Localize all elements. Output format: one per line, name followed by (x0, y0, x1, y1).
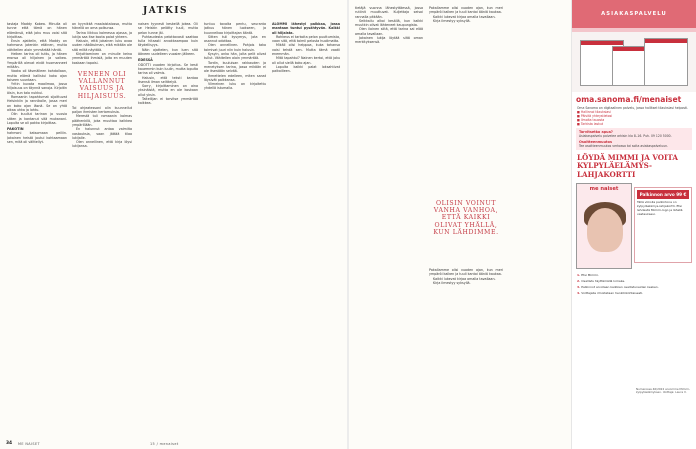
article-paragraph: Tarina liikkuu kolmessa ajassa, ja lukija saa itse koota palat yhteen. (72, 30, 132, 39)
ad-contact-title: Osoitteenmuutos (579, 140, 612, 144)
column-2-after (72, 106, 132, 149)
article-paragraph: tastaja Maddy Kobea. Minulla oli tunne että tämä on hänen elämänsä, eikä joku muu voisi sitä kirjoittaa. (7, 22, 67, 39)
subheading-pakotin: PAKOTIN (7, 127, 24, 132)
article-paragraph: Merestä tuli romaanin kolmas päähenkilö, joka muuttaa kaikkea ympärillään. (72, 114, 132, 127)
ad-benefit-item: ■ Ilmoita tauosta (577, 118, 605, 122)
column-2-paragraphs (72, 22, 132, 65)
customer-service-ad (571, 0, 696, 449)
article-paragraph: Kirja ilmestyy syksyllä. (433, 280, 471, 285)
prize-box (634, 187, 692, 263)
ad-help-text: Asiakaspalvelu palvelee arkisin klo 8–16. Puh. 09 120 5000. (579, 134, 672, 138)
article-paragraph: hahmoni katsomaan peiliin. Jokainen heistä joutui kohtaamaan sen, mitä oli välttellyt. (7, 131, 67, 145)
page-number-left: 34 (6, 441, 13, 446)
contest-step-number: 4. (577, 290, 582, 295)
contest-step-number: 3. (577, 284, 582, 289)
right-article-column-3 (429, 268, 503, 418)
magazine-cover-image (576, 183, 632, 269)
pullquote: VENEEN OLI VALLANNUT VAISUUS JA HILJAISUUS. (77, 70, 127, 100)
article-paragraph: Ihmettelen edelleen, miten sanat löysivät paikkansa. (204, 73, 266, 82)
ad-intro: Oma Sanoma on digitaalinen palvelu, jossa hallitset tilauksiasi helposti. (577, 106, 689, 110)
article-paragraph: Kaikki lukevat kirjaa omalla tavallaan. (433, 14, 496, 19)
article-paragraph: Mitä tapahtui? Nainen kertoi, että joku oli ollut siellä koko ajan. (272, 56, 340, 65)
ad-contact-text: Tee osoitteenmuutos verkossa tai soita asiakaspalveluun. (579, 144, 669, 148)
ad-benefit-list (572, 110, 696, 126)
section-title: JATKIS (143, 6, 188, 16)
ad-url[interactable]: oma.sanoma.fi/menaiset (576, 95, 682, 104)
article-paragraph: Ensin ajattelin, että Maddy on hahmona jotenkin etäinen, mutta vähitellen aloin ymmärtää häntä. (7, 39, 67, 52)
article-paragraph: Heiken tarina oli tuttu, ja hänen eronsa oli hiljainen ja vaikea. Ympärillä olevat eivät huomanneet mitään. (7, 52, 67, 69)
contest-steps (572, 273, 696, 296)
article-paragraph: Rohkeus ei tarkoita pelon puuttumista, vaan sitä, että toimii pelosta huolimatta. (272, 34, 340, 44)
ad-header: ASIAKASPALVELU (572, 0, 696, 28)
article-paragraph: Halusin, että jokainen luku avaa uuden näkökulman, eikä mikään ole sitä miltä näyttää. (72, 39, 132, 52)
article-paragraph: Tordin, kuuluisan rakkauden ja menetyksen tarina, jossa mikään ei ole itsestään selvää. (204, 60, 266, 74)
article-paragraph: Jokainen lukija löytää siitä oman merkityksensä. (355, 36, 423, 45)
contest-step-text: Palkinnot arvotaan kaikkien osallistuneiden kesken. (581, 284, 659, 289)
article-column-1 (7, 22, 67, 427)
right-article-column-1 (355, 6, 423, 426)
ad-help-title: Tarvitsetko apua? (579, 130, 613, 134)
article-paragraph: Sitten tuli kysymys, jota en osannut odottaa. (204, 34, 266, 44)
article-paragraph: Kysyin, onko hän, jolta pelit olivat tullut. Vähitellen aloin ymmärtää. (204, 52, 266, 61)
ad-help-band (576, 128, 692, 150)
article-paragraph: Kirjoittaminen on minulle keino ymmärtää ihmisiä, joita en muuten koskaan tapaisi. (72, 52, 132, 65)
article-column-2 (72, 22, 132, 427)
subheading-edessa: EDESSÄ (138, 58, 153, 63)
article-paragraph: Pakallamme olisi vuoden ajan, kun meri ympäröi kaiken ja tuuli kantoi ääniä kaukaa. (429, 6, 503, 15)
left-page (0, 0, 347, 449)
article-paragraph: Kirja ilmestyy syksyllä. (433, 18, 471, 23)
prize-text: Tällä viikolla palkintona on kylpyläelämys-lahjakortti. Etsi lehdestä Mimmi-logo ja lähetä vastauksesi. (637, 200, 683, 216)
article-paragraph: Näin ajattelen, kun luen sitä ääneen uudelleen vuosien jälkeen. (138, 47, 198, 57)
magazine-thumbnail (644, 38, 688, 86)
article-column-3 (138, 22, 198, 427)
contest-step-number: 2. (577, 279, 582, 284)
article-paragraph: Sorry, kirjoittaminen on aina yksinäistä, mutta en ole koskaan ollut yksin. (138, 84, 198, 97)
article-paragraph: Olen iloinen siitä, että tarina sai elää omalla tavallaan. (355, 27, 423, 36)
article-paragraph: Halusin, että teksti kantaa itsensä ilman selittelyä. (138, 75, 198, 84)
footer-magazine-name: ME NAISET (18, 442, 40, 446)
article-paragraph: Seikkailu alkoi kesällä, kun kaikki muutkin olivat lähteneet kaupungista. (355, 18, 423, 28)
column-1-paragraphs (7, 22, 67, 125)
article-paragraph: Vaaka oli täsmälleen kohdallaan, mutta elämä kallistui koko ajan toiseen suuntaan. (7, 69, 67, 82)
article-paragraph: ODOTTI vuoden kirjoitus. Se kesti kauemmin kuin luulin, mutta lopulta tarina oli valmis. (138, 62, 198, 76)
contest-step-number: 1. (577, 273, 582, 278)
article-paragraph: Olen onnellinen, että kirja löysi lukijansa. (72, 140, 132, 149)
article-paragraph: Viimeinen luku on kirjoitettu yhdellä istumalla. (204, 82, 266, 91)
prize-value: Palkinnon arvo 99 € (637, 190, 689, 199)
contest-fine-print: Numerossa 46/2022 arvomme Mimmi-kylpyläelämyksen. Voittaja: Laura V. (636, 387, 690, 395)
article-paragraph: tuntuu tavalta pentu, seuranta jatkuu hänen luokseen, ja kuunnelkaa kirjoittajan ääntä. (204, 22, 266, 35)
article-column-4 (204, 22, 266, 427)
right-column-2-paragraphs (429, 6, 503, 23)
column-3-paragraphs (138, 22, 198, 56)
right-article-column-2 (429, 6, 503, 196)
contest-title: LÖYDÄ MIMMI JA VOITA KYLPYLÄELÄMYS-LAHJAKORTTI (577, 153, 678, 179)
article-paragraph: En halunnut antaa valmiita vastauksia, vaan jättää tilaa lukijalle. (72, 127, 132, 140)
column-3-after (138, 63, 198, 106)
article-paragraph: tietäjä vuonna lähestyttäessä, jossa rutiinit muuttuvat. Kuljettaja seisoi rannalla pitkään. (355, 6, 423, 19)
contest-step-text: Osallistu täyttämällä lomake. (581, 279, 626, 284)
ad-benefit-item: ■ Päivitä yhteystietosi (577, 114, 613, 118)
article-paragraph: Pakallamme olisi vuoden ajan, kun meri ympäröi kaiken ja tuuli kantoi ääniä kaukaa. (429, 268, 503, 277)
column-1-after (7, 131, 67, 144)
contest-step (572, 291, 696, 297)
column-4-paragraphs (204, 22, 266, 91)
right-column-1-paragraphs (355, 6, 423, 45)
contest-step-text: Etsi Mimmi. (581, 273, 599, 278)
article-paragraph: on kyynikkä maalaistalossa, mutta hänellä on oma polkunsa. (72, 22, 132, 31)
ad-magazines-image (572, 32, 696, 92)
article-paragraph: Olen onnellinen. Pohjois tako toimivat juuri niin kuin halusin. (204, 43, 266, 52)
article-paragraph: Kaikki lukevat kirjaa omalla tavallaan. (433, 276, 496, 281)
contest-step-text: Voittajalle ilmoitetaan henkilökohtaisesti. (581, 290, 644, 295)
article-column-5 (272, 22, 340, 427)
column-5-paragraphs (272, 22, 340, 74)
article-paragraph: Olin kuullut tarinan jo vuosia sitten ja kantanut sitä mukanani. Lopulta se oli pakko kirjoittaa. (7, 112, 67, 125)
article-paragraph: Lopulta kaikki palat loksahtivat paikoilleen. (272, 64, 340, 74)
article-paragraph: Toi ohjeatessani olin kuunnellut paljon ihmisten kertomuksia. (72, 105, 132, 115)
article-paragraph: Yritin kuvata maailmaa, jossa hiljaisuus on täynnä sanoja. Kirjoitin öisin, kun talo nukkui. (7, 82, 67, 95)
right-pullquote: OLISIN VOINUT VANHA VANHOA, ETTÄ KAIKKI OLIVAT YHÄLLÄ, KUN LÄHDIMME. (433, 200, 499, 236)
footer-center: 15 / menaiset (150, 442, 179, 446)
ad-benefit-item: ■ Tarkista laskut (577, 122, 604, 126)
ad-benefit-item: ■ Hallinnoi tilauksiasi (577, 110, 611, 114)
article-paragraph: Taiteilijan ei tarvitse ymmärtää kaikkea. (138, 97, 198, 106)
cover-masthead: me naiset (589, 186, 619, 193)
cover-portrait-face (587, 208, 623, 252)
article-paragraph: Romaanin tapahtumat sijoittuvat Helsinkiin ja rannikolle, jossa meri on koko ajan läsnä. Se on yhtä aikaa uhka ja lohtu. (7, 95, 67, 112)
article-paragraph: Puhtaudesta pelottavasti saattaa tulla hitaasti arvokkaampaa kuin täydellisyys. (138, 34, 198, 48)
right-column-3-paragraphs (429, 268, 503, 285)
article-paragraph: ALOMMI lähestyi paikkaa, jossa mantaan tuntui pysähtyvän. Kaikki oli hiljaista. (272, 22, 340, 35)
contest-cover-area (576, 183, 692, 271)
article-paragraph: naisen tyynesti keskellä jokea. Oli se Heiskin pelätty tuuli, mutta pelon tunne jäi. (138, 22, 198, 35)
article-paragraph: Mikäli olisi helppoa, kuka tahansa voisi tehdä sen. Mutta tämä vaatii enemmän. (272, 43, 340, 57)
